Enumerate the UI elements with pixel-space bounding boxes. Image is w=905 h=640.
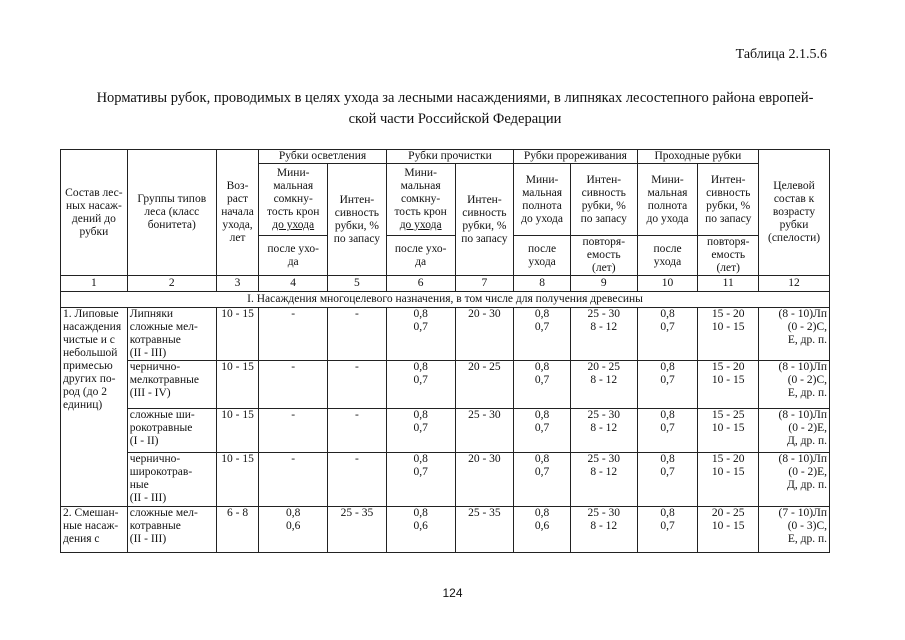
text-line: дений до (71, 212, 116, 225)
cell-line: (8 - 10)Лп (778, 409, 827, 421)
text-line: бонитета) (147, 219, 196, 231)
cell-line: 25 - 35 (340, 507, 374, 519)
cell-line: сложные мел- (129, 321, 198, 333)
cell-line: чернично- (129, 453, 181, 465)
cell-line: 8 - 12 (590, 374, 618, 386)
density-prorezh-cell (514, 409, 571, 453)
cell-line: - (354, 453, 359, 465)
table-row (61, 507, 830, 553)
cell-line: 0,8 (660, 507, 675, 519)
cell-line: ные насаж- (63, 520, 119, 532)
column-number: 6 (386, 276, 455, 292)
cell-line: 15 - 20 (711, 453, 745, 465)
cell-line: 20 - 30 (468, 453, 501, 465)
cell-line: 0,8 (660, 409, 675, 421)
cell-line: других по- (63, 373, 116, 385)
cell-line: 0,6 (285, 520, 301, 532)
text-line: состав к (773, 193, 815, 205)
text-line: емость (711, 249, 746, 261)
text-line: Интен- (710, 173, 746, 186)
text-line: (лет) (592, 262, 616, 274)
column-number: 8 (514, 276, 571, 292)
text-line: да (287, 255, 299, 268)
cell-line: 0,8 (660, 361, 675, 373)
cell-line: 2. Смешан- (63, 507, 119, 519)
cell-line: 10 - 15 (221, 409, 254, 421)
text-line: Интен- (339, 193, 375, 206)
cell-line: 0,8 (413, 507, 428, 519)
cell-line: 0,8 (534, 308, 550, 320)
cell-line: 10 - 15 (711, 422, 745, 434)
text-line: рубки (79, 225, 109, 238)
column-number: 9 (570, 276, 637, 292)
cell-line: 10 - 15 (711, 374, 745, 386)
text-line: по запасу (580, 212, 627, 225)
closure-osv-cell (259, 361, 328, 409)
cell-line: ные (129, 479, 149, 491)
text-line: ухода (528, 255, 556, 268)
header-intensity-prorezh (570, 164, 637, 236)
cell-line: (II - III) (129, 492, 167, 504)
cell-line: 20 - 30 (468, 308, 501, 320)
cell-line: - (354, 409, 359, 421)
norms-table (60, 149, 830, 553)
cell-line: (II - III) (129, 347, 167, 359)
text-line: сивность (706, 186, 751, 199)
cell-line: 8 - 12 (590, 321, 618, 333)
intensity-osv-cell (328, 453, 387, 507)
density-prorezh-cell (514, 507, 571, 553)
table-row (61, 361, 830, 409)
text-line: сивность (334, 206, 380, 219)
cell-line: Д, др. п. (787, 479, 827, 491)
target-composition-cell (759, 361, 830, 409)
cell-line: 20 - 25 (711, 507, 745, 519)
header-min-closure-osv: Мини- мальная сомкну- тость крон до ухода (259, 164, 328, 236)
cell-line: мелкотравные (129, 374, 199, 386)
cell-line: 10 - 15 (711, 466, 745, 478)
header-min-density-prohod (637, 164, 698, 236)
intensity-proch-cell (455, 409, 514, 453)
text-line: тость крон (394, 206, 447, 218)
column-number: 12 (759, 276, 830, 292)
cell-line: 0,8 (534, 361, 550, 373)
column-number: 7 (455, 276, 514, 292)
column-number: 5 (328, 276, 387, 292)
intensity-proch-cell (455, 308, 514, 361)
table-row (61, 453, 830, 507)
cell-line: Е, др. п. (787, 387, 827, 399)
closure-proch-cell (386, 507, 455, 553)
cell-line: 0,8 (413, 361, 428, 373)
cell-line: - (354, 308, 359, 320)
text-line: рубки, % (706, 199, 751, 212)
cell-line: (II - III) (129, 533, 167, 545)
cell-line: примесью (63, 360, 113, 372)
cell-line: 6 - 8 (226, 507, 249, 519)
intensity-proch-cell (455, 453, 514, 507)
cell-line: 15 - 20 (711, 361, 745, 373)
cell-line: 0,7 (660, 520, 675, 532)
cell-line: 25 - 30 (587, 308, 621, 320)
column-numbers-row (61, 276, 830, 292)
header-group-prohodnye: Проходные рубки (637, 150, 758, 164)
intensity-osv-cell (328, 308, 387, 361)
closure-proch-cell (386, 361, 455, 409)
group-1-label (61, 308, 128, 507)
cell-line: (0 - 3)С, (787, 520, 827, 532)
cell-line: 0,7 (413, 466, 428, 478)
start-age-cell (216, 308, 258, 361)
column-number: 10 (637, 276, 698, 292)
header-intensity-prohod (698, 164, 759, 236)
header-after-osv (259, 236, 328, 276)
cell-line: 25 - 30 (587, 409, 621, 421)
cell-line: сложные мел- (129, 507, 198, 519)
column-number: 4 (259, 276, 328, 292)
cell-line: 25 - 30 (468, 409, 501, 421)
text-line: рубки, % (581, 199, 626, 212)
cell-line: - (354, 361, 359, 373)
page-number: 124 (442, 586, 463, 600)
text-line: Интен- (586, 173, 622, 186)
forest-type-cell (127, 361, 216, 409)
cell-line: 0,8 (660, 453, 675, 465)
cell-line: (8 - 10)Лп (778, 453, 827, 465)
cell-line: широкотрав- (129, 466, 193, 478)
text-line: начала (221, 206, 254, 218)
cell-line: 0,7 (413, 422, 428, 434)
cell-line: 0,8 (413, 409, 428, 421)
header-composition (61, 150, 128, 276)
cell-line: рокотравные (129, 422, 193, 434)
intensity-prorezh-cell (570, 409, 637, 453)
text-line: после ухо- (394, 242, 447, 255)
text-line: Состав лес- (65, 186, 123, 199)
text-line: после (527, 242, 557, 255)
text-line: ных насаж- (65, 199, 122, 212)
cell-line: 0,7 (660, 374, 675, 386)
text-line: да (415, 255, 427, 268)
text-line: лет (229, 232, 246, 244)
density-prohod-cell (637, 361, 698, 409)
start-age-cell (216, 507, 258, 553)
text-line: после ухо- (267, 242, 319, 255)
header-group-prochistki: Рубки прочистки (386, 150, 513, 164)
text-line: Мини- (525, 173, 559, 186)
text-line: (лет) (716, 262, 740, 274)
intensity-prorezh-cell (570, 507, 637, 553)
intensity-proch-cell (455, 507, 514, 553)
cell-line: 8 - 12 (590, 520, 618, 532)
cell-line: 0,8 (413, 453, 428, 465)
closure-proch-cell (386, 409, 455, 453)
header-intensity-proch: Интен- сивность рубки, % по запасу (455, 164, 514, 276)
target-composition-cell (759, 453, 830, 507)
cell-line: - (291, 409, 296, 421)
text-line: мальная (273, 180, 314, 192)
text-line: Целевой (773, 180, 815, 192)
cell-line: (8 - 10)Лп (778, 361, 827, 373)
cell-line: 0,7 (413, 321, 428, 333)
cell-line: 0,8 (534, 409, 550, 421)
table-body (61, 308, 830, 553)
intensity-osv-cell (328, 361, 387, 409)
header-min-closure-proch: Мини- мальная сомкну- тость крон до ухода (386, 164, 455, 236)
title-line-1: Нормативы рубок, проводимых в целях ухода за лесными насаждениями, в липняках лесостепного района европей- (96, 90, 814, 106)
text-line: (спелости) (767, 232, 821, 244)
cell-line: 0,8 (534, 453, 550, 465)
cell-line: 8 - 12 (590, 466, 618, 478)
text-line: сивность (462, 206, 507, 219)
cell-line: 10 - 15 (221, 308, 254, 320)
header-row-1 (61, 150, 830, 164)
target-composition-cell (759, 308, 830, 361)
density-prorezh-cell (514, 453, 571, 507)
cell-line: Е, др. п. (787, 334, 827, 346)
cell-line: (7 - 10)Лп (778, 507, 827, 519)
cell-line: 15 - 20 (711, 308, 745, 320)
cell-line (261, 374, 325, 387)
cell-line: - (291, 308, 296, 320)
intensity-prorezh-cell (570, 453, 637, 507)
cell-line: 0,7 (534, 321, 550, 333)
cell-line: - (291, 361, 296, 373)
density-prohod-cell (637, 308, 698, 361)
cell-line: 10 - 15 (711, 321, 745, 333)
text-line: мальная (647, 186, 688, 199)
text-line: до ухода (521, 212, 564, 225)
cell-line: 10 - 15 (221, 361, 254, 373)
header-after-prohod (637, 236, 698, 276)
header-group-osvetleniya: Рубки осветления (259, 150, 386, 164)
intensity-prohod-cell (698, 361, 759, 409)
cell-line: чистые и с (63, 334, 115, 346)
text-line: возрасту (772, 206, 816, 218)
text-line: ухода (653, 255, 682, 268)
cell-line: 20 - 25 (468, 361, 501, 373)
norms-table-wrapper (60, 149, 830, 553)
table-row (61, 308, 830, 361)
cell-line: дения с (63, 533, 100, 545)
closure-osv-cell (259, 507, 328, 553)
text-line: полнота (647, 199, 688, 212)
text-line: рубки (779, 219, 809, 231)
density-prorezh-cell (514, 361, 571, 409)
text-line: Группы типов (137, 193, 207, 205)
title-line-2: ской части Российской Федерации (348, 111, 562, 127)
cell-line: (0 - 2)С, (787, 321, 827, 333)
text-line: по запасу (705, 212, 752, 225)
cell-line: котравные (129, 520, 181, 532)
text-line: после (653, 242, 682, 255)
header-repeat-prorezh (570, 236, 637, 276)
target-composition-cell (759, 409, 830, 453)
cell-line: 20 - 25 (587, 361, 621, 373)
density-prohod-cell (637, 507, 698, 553)
table-number: Таблица 2.1.5.6 (735, 47, 827, 62)
cell-line (261, 466, 325, 479)
forest-type-cell (127, 308, 216, 361)
cell-line (261, 422, 325, 435)
text-line: тость крон (266, 206, 320, 218)
column-number: 2 (127, 276, 216, 292)
cell-line: 25 - 35 (468, 507, 501, 519)
text-line: сивность (581, 186, 626, 199)
closure-osv-cell (259, 409, 328, 453)
text-line: повторя- (706, 236, 750, 248)
text-line: рубки, % (462, 219, 507, 232)
density-prorezh-cell (514, 308, 571, 361)
cell-line: Е, др. п. (787, 533, 827, 545)
text-line: полнота (522, 199, 562, 212)
cell-line: 0,8 (285, 507, 301, 519)
header-forest-types (127, 150, 216, 276)
cell-line: (8 - 10)Лп (778, 308, 827, 320)
intensity-prorezh-cell (570, 308, 637, 361)
cell-line: 0,7 (660, 321, 675, 333)
cell-line: (III - IV) (129, 387, 171, 399)
cell-line: 0,8 (660, 308, 675, 320)
text-line: емость (586, 249, 621, 261)
cell-line: 0,7 (660, 422, 675, 434)
closure-osv-cell (259, 308, 328, 361)
text-line: рубки, % (334, 219, 379, 232)
text-line: Мини- (404, 167, 437, 179)
text-line: раст (227, 193, 249, 205)
text-line: сомкну- (273, 193, 313, 205)
intensity-osv-cell (328, 507, 387, 553)
text-line: сомкну- (401, 193, 441, 205)
intensity-osv-cell (328, 409, 387, 453)
intensity-prorezh-cell (570, 361, 637, 409)
cell-line: 0,7 (413, 374, 428, 386)
header-after-proch (386, 236, 455, 276)
cell-line: единиц) (63, 399, 103, 411)
cell-line (261, 321, 325, 334)
cell-line: 0,6 (413, 520, 428, 532)
cell-line: 15 - 25 (711, 409, 745, 421)
text-line: Мини- (651, 173, 684, 186)
header-min-density-prorezh (514, 164, 571, 236)
column-number: 3 (216, 276, 258, 292)
closure-proch-cell (386, 308, 455, 361)
density-prohod-cell (637, 453, 698, 507)
cell-line: 1. Липовые (63, 308, 119, 320)
text-line: леса (класс (144, 206, 200, 218)
intensity-prohod-cell (698, 308, 759, 361)
closure-proch-cell (386, 453, 455, 507)
cell-line: 0,8 (534, 507, 550, 519)
closure-osv-cell (259, 453, 328, 507)
cell-line: - (291, 453, 296, 465)
document-title (70, 88, 840, 130)
header-after-prorezh (514, 236, 571, 276)
intensity-proch-cell (455, 361, 514, 409)
cell-line: 0,7 (534, 374, 550, 386)
header-intensity-osv: Интен- сивность рубки, % по запасу (328, 164, 387, 276)
text-line: мальная (522, 186, 563, 199)
cell-line: (0 - 2)Е, (788, 422, 827, 434)
cell-line: 25 - 30 (587, 453, 621, 465)
forest-type-cell (127, 453, 216, 507)
header-group-prorezhivaniya: Рубки прореживания (514, 150, 637, 164)
cell-line: Липняки (129, 308, 174, 320)
cell-line: 8 - 12 (590, 422, 618, 434)
section-row (61, 292, 830, 308)
start-age-cell (216, 361, 258, 409)
text-line: повторя- (582, 236, 626, 248)
cell-line: 0,7 (660, 466, 675, 478)
forest-type-cell (127, 507, 216, 553)
text-line: Мини- (276, 167, 310, 179)
cell-line: сложные ши- (129, 409, 195, 421)
section-title: I. Насаждения многоцелевого назначения, в том числе для получения древесины (61, 292, 830, 308)
forest-type-cell (127, 409, 216, 453)
text-line: ухода, (222, 219, 253, 231)
cell-line: 0,8 (413, 308, 428, 320)
cell-line: 10 - 15 (711, 520, 745, 532)
cell-line: (0 - 2)С, (787, 374, 827, 386)
group-2-label (61, 507, 128, 553)
start-age-cell (216, 409, 258, 453)
start-age-cell (216, 453, 258, 507)
table-row (61, 409, 830, 453)
text-line: Интен- (467, 193, 502, 206)
cell-line: 10 - 15 (221, 453, 254, 465)
intensity-prohod-cell (698, 409, 759, 453)
cell-line: (0 - 2)Е, (788, 466, 827, 478)
target-composition-cell (759, 507, 830, 553)
column-number: 1 (61, 276, 128, 292)
text-line: Воз- (226, 180, 249, 192)
cell-line: насаждения (63, 321, 122, 333)
cell-line: (I - II) (129, 435, 159, 447)
intensity-prohod-cell (698, 453, 759, 507)
cell-line: 0,7 (534, 422, 550, 434)
cell-line: 0,7 (534, 466, 550, 478)
density-prohod-cell (637, 409, 698, 453)
text-line: до ухода (646, 212, 689, 225)
header-repeat-prohod (698, 236, 759, 276)
cell-line: небольшой (63, 347, 118, 359)
cell-line: чернично- (129, 361, 181, 373)
cell-line: 0,6 (534, 520, 550, 532)
cell-line: котравные (129, 334, 181, 346)
header-start-age (216, 150, 258, 276)
header-target-composition (759, 150, 830, 276)
cell-line: род (до 2 (63, 386, 107, 398)
cell-line: Д, др. п. (787, 435, 827, 447)
text-line: мальная (400, 180, 441, 192)
column-number: 11 (698, 276, 759, 292)
intensity-prohod-cell (698, 507, 759, 553)
cell-line: 25 - 30 (587, 507, 621, 519)
